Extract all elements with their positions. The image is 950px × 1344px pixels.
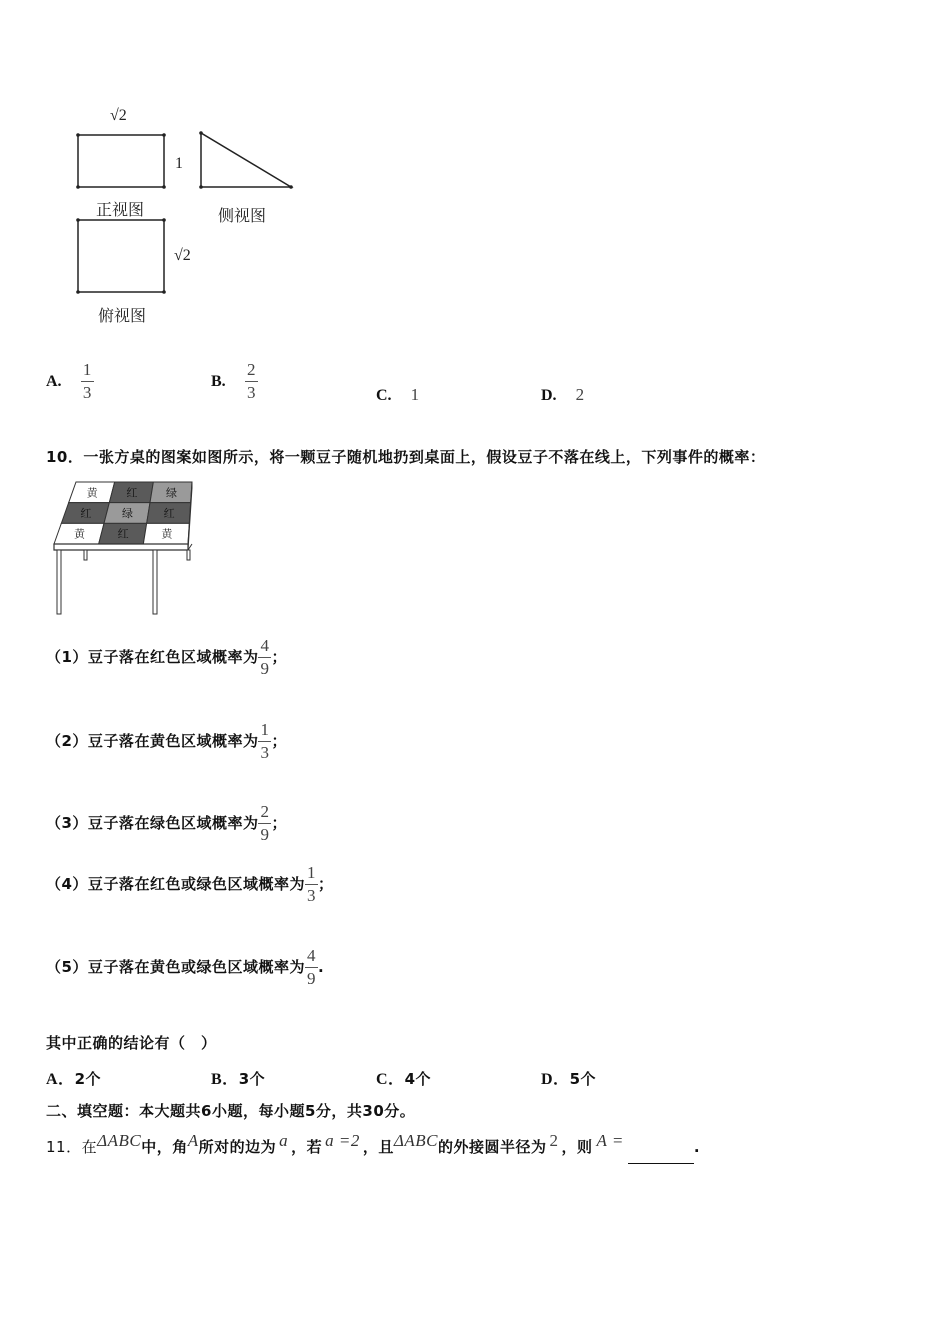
- q10-option-c[interactable]: [376, 1066, 431, 1089]
- option-letter: D.: [541, 387, 557, 404]
- answer-blank[interactable]: [628, 1145, 694, 1164]
- q10-statement-1: [46, 636, 287, 679]
- q10-question: 其中正确的结论有（ ）: [46, 1034, 217, 1052]
- statement-text: （1）豆子落在红色区域概率为: [46, 648, 259, 666]
- statement-suffix: ；: [317, 875, 334, 893]
- table-cell-label: 黄: [161, 527, 173, 541]
- table-cell-label: 红: [126, 486, 138, 500]
- q11-end: .: [693, 1138, 701, 1156]
- option-letter: D．: [541, 1071, 570, 1088]
- triangle-abc-2: ΔABC: [393, 1131, 438, 1150]
- table-svg: [50, 478, 200, 618]
- table-cell-label: 黄: [86, 486, 98, 500]
- option-letter: B.: [211, 373, 226, 390]
- side-view-triangle: [201, 133, 291, 187]
- denominator: 9: [306, 969, 316, 988]
- front-view-rect: [78, 135, 164, 187]
- numerator: 2: [260, 802, 270, 821]
- statement-text: （2）豆子落在黄色区域概率为: [46, 732, 259, 750]
- q9-option-b[interactable]: [211, 360, 258, 403]
- denominator: 9: [260, 659, 270, 678]
- denominator: 3: [306, 886, 316, 905]
- q10-option-a[interactable]: [46, 1066, 101, 1089]
- option-value: 2: [575, 385, 585, 404]
- q11-line: [46, 1124, 700, 1158]
- option-letter: C．: [376, 1071, 405, 1088]
- q10-statement-4: [46, 863, 333, 906]
- option-fraction: [245, 360, 258, 403]
- option-value: 1: [410, 385, 420, 404]
- top-caption: 俯视图: [98, 306, 147, 325]
- q11-number: 11．在: [46, 1138, 98, 1156]
- table-figure: [50, 478, 200, 618]
- statement-suffix: ；: [271, 732, 287, 750]
- side-caption: 侧视图: [218, 206, 267, 225]
- side-a: a: [279, 1131, 289, 1150]
- option-text: 4个: [404, 1070, 431, 1088]
- option-letter: B．: [211, 1071, 239, 1088]
- q10-statement-5: [46, 946, 324, 989]
- option-text: 2个: [74, 1070, 101, 1088]
- q11-text-3: ，若: [291, 1138, 323, 1156]
- radius-value: 2: [549, 1131, 559, 1150]
- denominator: 3: [247, 383, 256, 402]
- table-cell-label: 红: [117, 527, 129, 541]
- numerator: 1: [306, 863, 316, 882]
- q11-text-5: 的外接圆半径为: [437, 1138, 547, 1156]
- top-side-label: √2: [174, 247, 191, 264]
- table-cell-label: 绿: [166, 486, 177, 500]
- statement-fraction: [305, 863, 318, 906]
- table-cell-label: 红: [163, 507, 175, 520]
- top-view-rect: [78, 220, 164, 292]
- answer-a-eq: A =: [596, 1131, 624, 1150]
- q9-option-a[interactable]: [46, 360, 94, 403]
- statement-suffix: .: [317, 958, 325, 976]
- numerator: 1: [260, 720, 270, 739]
- three-view-diagram: [60, 100, 320, 340]
- section2-heading: 二、填空题：本大题共6小题，每小题5分，共30分。: [46, 1102, 416, 1120]
- q10-statement-2: [46, 720, 287, 763]
- q10-statement-3: [46, 802, 287, 845]
- front-top-label: √2: [110, 107, 127, 124]
- front-caption: 正视图: [96, 200, 145, 219]
- statement-text: （3）豆子落在绿色区域概率为: [46, 814, 259, 832]
- table-cell-label: 红: [80, 507, 92, 520]
- statement-text: （5）豆子落在黄色或绿色区域概率为: [46, 958, 305, 976]
- condition-a-eq-2: a =2: [325, 1131, 360, 1150]
- statement-fraction: [258, 636, 271, 679]
- denominator: 3: [82, 383, 92, 402]
- angle-a: A: [187, 1131, 199, 1150]
- numerator: 4: [306, 946, 316, 965]
- statement-fraction: [258, 802, 271, 845]
- q11-text-2: 所对的边为: [198, 1138, 277, 1156]
- table-cell-label: 绿: [122, 507, 133, 520]
- table-cell-label: 黄: [74, 527, 85, 541]
- option-text: 5个: [569, 1070, 596, 1088]
- denominator: 3: [260, 743, 270, 762]
- statement-text: （4）豆子落在红色或绿色区域概率为: [46, 875, 305, 893]
- q9-option-c[interactable]: [376, 385, 419, 405]
- q11-text-6: ，则: [561, 1138, 593, 1156]
- numerator: 2: [247, 360, 256, 379]
- option-letter: A.: [46, 373, 62, 390]
- q11-text-4: ，且: [362, 1138, 394, 1156]
- option-fraction: [81, 360, 94, 403]
- statement-suffix: ；: [271, 648, 287, 666]
- q10-stem: 10．一张方桌的图案如图所示，将一颗豆子随机地扔到桌面上，假设豆子不落在线上，下列事件的概率：: [46, 448, 766, 466]
- statement-fraction: [258, 720, 271, 763]
- numerator: 4: [260, 636, 270, 655]
- option-letter: A．: [46, 1071, 75, 1088]
- q10-option-d[interactable]: [541, 1066, 596, 1089]
- statement-fraction: [305, 946, 318, 989]
- q11-text-1: 中，角: [141, 1138, 188, 1156]
- front-side-label: 1: [175, 155, 183, 172]
- numerator: 1: [82, 360, 92, 379]
- denominator: 9: [260, 825, 270, 844]
- option-text: 3个: [238, 1070, 266, 1088]
- q10-option-b[interactable]: [211, 1066, 265, 1089]
- option-letter: C.: [376, 387, 392, 404]
- q9-option-d[interactable]: [541, 385, 584, 405]
- statement-suffix: ；: [271, 814, 287, 832]
- triangle-abc-1: ΔABC: [97, 1131, 142, 1150]
